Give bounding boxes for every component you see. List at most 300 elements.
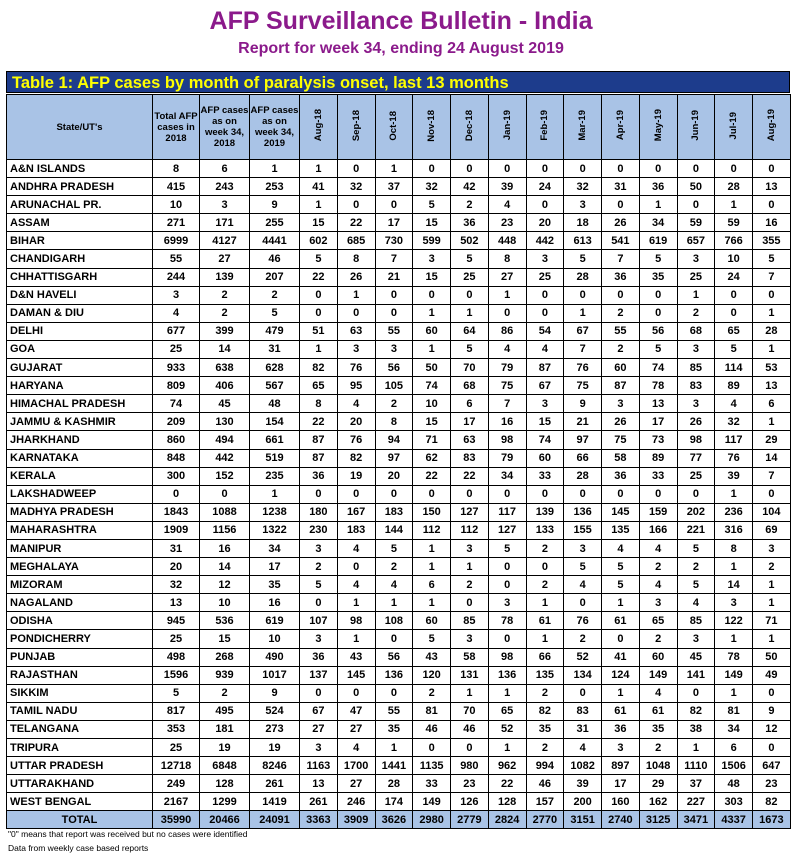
value-cell: 0 (375, 485, 413, 503)
value-cell: 5 (602, 576, 640, 594)
state-name-cell: PONDICHERRY (7, 630, 153, 648)
value-cell: 5 (639, 250, 677, 268)
value-cell: 200 (564, 793, 602, 811)
value-cell: 36 (300, 648, 338, 666)
column-header-month: Mar-19 (564, 95, 602, 160)
value-cell: 6 (200, 160, 250, 178)
value-cell: 69 (753, 521, 791, 539)
value-cell: 661 (250, 431, 300, 449)
value-cell: 5 (677, 576, 715, 594)
value-cell: 24 (715, 268, 753, 286)
value-cell: 0 (677, 684, 715, 702)
value-cell: 180 (300, 503, 338, 521)
value-cell: 519 (250, 449, 300, 467)
table-row (7, 413, 791, 431)
value-cell: 4 (337, 739, 375, 757)
value-cell: 56 (375, 359, 413, 377)
table-row (7, 232, 791, 250)
value-cell: 1 (375, 739, 413, 757)
value-cell: 4127 (200, 232, 250, 250)
value-cell: 3125 (639, 811, 677, 829)
value-cell: 22 (488, 775, 526, 793)
value-cell: 4 (639, 684, 677, 702)
value-cell: 766 (715, 232, 753, 250)
value-cell: 13 (639, 395, 677, 413)
value-cell: 32 (337, 178, 375, 196)
value-cell: 0 (451, 160, 489, 178)
value-cell: 0 (451, 485, 489, 503)
value-cell: 174 (375, 793, 413, 811)
value-cell: 15 (413, 214, 451, 232)
state-name-cell: HARYANA (7, 377, 153, 395)
value-cell: 0 (677, 160, 715, 178)
value-cell: 2824 (488, 811, 526, 829)
value-cell: 1909 (153, 521, 200, 539)
value-cell: 114 (715, 359, 753, 377)
value-cell: 14 (200, 558, 250, 576)
value-cell: 0 (753, 286, 791, 304)
table-header-row (7, 95, 791, 160)
value-cell: 150 (413, 503, 451, 521)
value-cell: 1 (300, 196, 338, 214)
value-cell: 1 (300, 160, 338, 178)
value-cell: 76 (564, 612, 602, 630)
value-cell: 95 (337, 377, 375, 395)
value-cell: 27 (300, 720, 338, 738)
value-cell: 85 (677, 359, 715, 377)
value-cell: 0 (337, 160, 375, 178)
value-cell: 82 (337, 449, 375, 467)
value-cell: 42 (451, 178, 489, 196)
table-row (7, 250, 791, 268)
value-cell: 36 (639, 178, 677, 196)
value-cell: 21 (375, 268, 413, 286)
value-cell: 0 (639, 485, 677, 503)
value-cell: 1419 (250, 793, 300, 811)
value-cell: 7 (602, 250, 640, 268)
value-cell: 5 (300, 250, 338, 268)
value-cell: 135 (602, 521, 640, 539)
value-cell: 1 (413, 594, 451, 612)
value-cell: 0 (337, 304, 375, 322)
column-header-month: Aug-18 (300, 95, 338, 160)
table-row (7, 485, 791, 503)
value-cell: 5 (451, 340, 489, 358)
table-row (7, 576, 791, 594)
value-cell: 13 (153, 594, 200, 612)
value-cell: 17 (639, 413, 677, 431)
value-cell: 2 (300, 558, 338, 576)
value-cell: 36 (300, 467, 338, 485)
value-cell: 48 (250, 395, 300, 413)
value-cell: 255 (250, 214, 300, 232)
value-cell: 0 (753, 160, 791, 178)
value-cell: 0 (451, 286, 489, 304)
value-cell: 1 (488, 684, 526, 702)
value-cell: 82 (300, 359, 338, 377)
value-cell: 945 (153, 612, 200, 630)
value-cell: 19 (337, 467, 375, 485)
table-row (7, 178, 791, 196)
value-cell: 399 (200, 322, 250, 340)
value-cell: 860 (153, 431, 200, 449)
value-cell: 1 (413, 539, 451, 557)
value-cell: 34 (488, 467, 526, 485)
value-cell: 70 (451, 359, 489, 377)
value-cell: 0 (375, 630, 413, 648)
value-cell: 35 (526, 720, 564, 738)
value-cell: 502 (451, 232, 489, 250)
state-name-cell: CHANDIGARH (7, 250, 153, 268)
value-cell: 243 (200, 178, 250, 196)
value-cell: 994 (526, 757, 564, 775)
value-cell: 3 (564, 196, 602, 214)
value-cell: 65 (715, 322, 753, 340)
table-row (7, 720, 791, 738)
column-header-month: May-19 (639, 95, 677, 160)
value-cell: 52 (488, 720, 526, 738)
value-cell: 5 (753, 250, 791, 268)
value-cell: 244 (153, 268, 200, 286)
state-name-cell: TELANGANA (7, 720, 153, 738)
value-cell: 4 (602, 539, 640, 557)
value-cell: 87 (300, 431, 338, 449)
table-row (7, 160, 791, 178)
value-cell: 26 (677, 413, 715, 431)
value-cell: 0 (337, 196, 375, 214)
value-cell: 4337 (715, 811, 753, 829)
value-cell: 112 (451, 521, 489, 539)
value-cell: 0 (300, 485, 338, 503)
value-cell: 1 (639, 196, 677, 214)
value-cell: 33 (526, 467, 564, 485)
value-cell: 4 (639, 539, 677, 557)
value-cell: 5 (488, 539, 526, 557)
table-row (7, 304, 791, 322)
column-header-week34-2018: AFP cases as on week 34, 2018 (200, 95, 250, 160)
value-cell: 139 (526, 503, 564, 521)
value-cell: 46 (526, 775, 564, 793)
column-header-total-2018: Total AFP cases in 2018 (153, 95, 200, 160)
value-cell: 124 (602, 666, 640, 684)
table-row (7, 793, 791, 811)
value-cell: 1 (337, 630, 375, 648)
state-name-cell: UTTARAKHAND (7, 775, 153, 793)
table-row (7, 757, 791, 775)
value-cell: 31 (602, 178, 640, 196)
table-row (7, 214, 791, 232)
value-cell: 0 (451, 594, 489, 612)
value-cell: 25 (677, 268, 715, 286)
column-header-month: Feb-19 (526, 95, 564, 160)
value-cell: 3 (602, 739, 640, 757)
value-cell: 268 (200, 648, 250, 666)
value-cell: 5 (250, 304, 300, 322)
table-title: Table 1: AFP cases by month of paralysis onset, last 13 months (6, 71, 790, 93)
value-cell: 1238 (250, 503, 300, 521)
value-cell: 85 (677, 612, 715, 630)
value-cell: 2 (200, 684, 250, 702)
value-cell: 619 (639, 232, 677, 250)
value-cell: 130 (200, 413, 250, 431)
value-cell: 0 (602, 160, 640, 178)
value-cell: 128 (200, 775, 250, 793)
value-cell: 1 (451, 684, 489, 702)
state-name-cell: CHHATTISGARH (7, 268, 153, 286)
value-cell: 70 (451, 702, 489, 720)
value-cell: 167 (337, 503, 375, 521)
state-name-cell: LAKSHADWEEP (7, 485, 153, 503)
value-cell: 83 (451, 449, 489, 467)
value-cell: 8246 (250, 757, 300, 775)
value-cell: 1 (413, 304, 451, 322)
value-cell: 27 (488, 268, 526, 286)
value-cell: 4 (153, 304, 200, 322)
value-cell: 1 (488, 286, 526, 304)
value-cell: 71 (753, 612, 791, 630)
value-cell: 2779 (451, 811, 489, 829)
value-cell: 12 (753, 720, 791, 738)
page-subtitle: Report for week 34, ending 24 August 2019 (238, 40, 564, 57)
value-cell: 1 (526, 630, 564, 648)
value-cell: 136 (564, 503, 602, 521)
value-cell: 144 (375, 521, 413, 539)
state-name-cell: ANDHRA PRADESH (7, 178, 153, 196)
value-cell: 15 (413, 268, 451, 286)
value-cell: 136 (488, 666, 526, 684)
value-cell: 536 (200, 612, 250, 630)
value-cell: 2 (526, 539, 564, 557)
state-name-cell: GOA (7, 340, 153, 358)
value-cell: 1843 (153, 503, 200, 521)
value-cell: 2 (451, 196, 489, 214)
value-cell: 25 (153, 630, 200, 648)
value-cell: 65 (488, 702, 526, 720)
value-cell: 3 (564, 539, 602, 557)
value-cell: 1 (677, 286, 715, 304)
value-cell: 3 (300, 630, 338, 648)
value-cell: 1 (250, 485, 300, 503)
state-name-cell: ODISHA (7, 612, 153, 630)
value-cell: 1299 (200, 793, 250, 811)
value-cell: 0 (602, 286, 640, 304)
value-cell: 87 (300, 449, 338, 467)
column-header-state: State/UT's (7, 95, 153, 160)
value-cell: 1 (715, 684, 753, 702)
value-cell: 75 (488, 377, 526, 395)
value-cell: 25 (153, 739, 200, 757)
value-cell: 567 (250, 377, 300, 395)
value-cell: 0 (564, 594, 602, 612)
value-cell: 0 (526, 304, 564, 322)
state-name-cell: ARUNACHAL PR. (7, 196, 153, 214)
value-cell: 29 (639, 775, 677, 793)
value-cell: 7 (753, 467, 791, 485)
value-cell: 0 (753, 684, 791, 702)
value-cell: 166 (639, 521, 677, 539)
state-name-cell: WEST BENGAL (7, 793, 153, 811)
value-cell: 98 (677, 431, 715, 449)
state-name-cell: NAGALAND (7, 594, 153, 612)
state-name-cell: SIKKIM (7, 684, 153, 702)
table-row (7, 467, 791, 485)
value-cell: 82 (677, 702, 715, 720)
value-cell: 61 (526, 612, 564, 630)
value-cell: 1088 (200, 503, 250, 521)
value-cell: 27 (337, 720, 375, 738)
value-cell: 76 (564, 359, 602, 377)
state-name-cell: PUNJAB (7, 648, 153, 666)
value-cell: 0 (488, 630, 526, 648)
value-cell: 67 (526, 377, 564, 395)
value-cell: 0 (564, 684, 602, 702)
value-cell: 2 (602, 304, 640, 322)
table-row (7, 739, 791, 757)
value-cell: 261 (250, 775, 300, 793)
value-cell: 97 (375, 449, 413, 467)
table-row (7, 775, 791, 793)
value-cell: 9 (250, 684, 300, 702)
state-name-cell: RAJASTHAN (7, 666, 153, 684)
value-cell: 5 (639, 340, 677, 358)
value-cell: 16 (200, 539, 250, 557)
value-cell: 14 (715, 576, 753, 594)
value-cell: 87 (526, 359, 564, 377)
table-row (7, 377, 791, 395)
value-cell: 4 (488, 340, 526, 358)
value-cell: 0 (337, 684, 375, 702)
value-cell: 7 (753, 268, 791, 286)
value-cell: 25 (153, 340, 200, 358)
value-cell: 0 (413, 160, 451, 178)
value-cell: 1048 (639, 757, 677, 775)
column-header-month: Nov-18 (413, 95, 451, 160)
value-cell: 34 (250, 539, 300, 557)
table-row (7, 322, 791, 340)
state-name-cell: KARNATAKA (7, 449, 153, 467)
value-cell: 2 (677, 304, 715, 322)
value-cell: 271 (153, 214, 200, 232)
value-cell: 5 (451, 250, 489, 268)
value-cell: 2 (375, 395, 413, 413)
value-cell: 58 (602, 449, 640, 467)
value-cell: 4441 (250, 232, 300, 250)
table-row (7, 539, 791, 557)
value-cell: 58 (451, 648, 489, 666)
table-row (7, 558, 791, 576)
value-cell: 8 (488, 250, 526, 268)
value-cell: 154 (250, 413, 300, 431)
value-cell: 1 (300, 340, 338, 358)
value-cell: 162 (639, 793, 677, 811)
value-cell: 5 (300, 576, 338, 594)
value-cell: 89 (639, 449, 677, 467)
value-cell: 0 (677, 485, 715, 503)
value-cell: 181 (200, 720, 250, 738)
value-cell: 171 (200, 214, 250, 232)
value-cell: 5 (564, 250, 602, 268)
value-cell: 145 (337, 666, 375, 684)
value-cell: 82 (753, 793, 791, 811)
table-row (7, 630, 791, 648)
value-cell: 442 (200, 449, 250, 467)
value-cell: 246 (337, 793, 375, 811)
value-cell: 60 (602, 359, 640, 377)
value-cell: 137 (300, 666, 338, 684)
table-row (7, 359, 791, 377)
value-cell: 17 (375, 214, 413, 232)
value-cell: 36 (451, 214, 489, 232)
value-cell: 117 (488, 503, 526, 521)
value-cell: 3363 (300, 811, 338, 829)
value-cell: 20 (337, 413, 375, 431)
value-cell: 39 (564, 775, 602, 793)
value-cell: 23 (488, 214, 526, 232)
value-cell: 77 (677, 449, 715, 467)
value-cell: 73 (639, 431, 677, 449)
value-cell: 15 (300, 214, 338, 232)
value-cell: 0 (413, 485, 451, 503)
value-cell: 2 (639, 630, 677, 648)
value-cell: 6 (413, 576, 451, 594)
value-cell: 0 (753, 196, 791, 214)
value-cell: 28 (753, 322, 791, 340)
value-cell: 2980 (413, 811, 451, 829)
value-cell: 0 (564, 286, 602, 304)
value-cell: 0 (200, 485, 250, 503)
state-name-cell: DAMAN & DIU (7, 304, 153, 322)
value-cell: 980 (451, 757, 489, 775)
state-name-cell: MAHARASHTRA (7, 521, 153, 539)
value-cell: 3471 (677, 811, 715, 829)
value-cell: 9 (250, 196, 300, 214)
value-cell: 61 (602, 612, 640, 630)
value-cell: 730 (375, 232, 413, 250)
value-cell: 3151 (564, 811, 602, 829)
value-cell: 25 (526, 268, 564, 286)
value-cell: 2 (639, 558, 677, 576)
value-cell: 12 (200, 576, 250, 594)
value-cell: 98 (337, 612, 375, 630)
value-cell: 53 (753, 359, 791, 377)
value-cell: 9 (564, 395, 602, 413)
state-name-cell: D&N HAVELI (7, 286, 153, 304)
value-cell: 7 (375, 250, 413, 268)
value-cell: 98 (488, 648, 526, 666)
value-cell: 28 (564, 467, 602, 485)
value-cell: 4 (526, 340, 564, 358)
value-cell: 0 (526, 286, 564, 304)
value-cell: 2 (564, 630, 602, 648)
value-cell: 4 (337, 576, 375, 594)
value-cell: 79 (488, 449, 526, 467)
value-cell: 1 (337, 286, 375, 304)
value-cell: 2 (526, 684, 564, 702)
value-cell: 221 (677, 521, 715, 539)
value-cell: 81 (715, 702, 753, 720)
value-cell: 13 (753, 377, 791, 395)
value-cell: 249 (153, 775, 200, 793)
value-cell: 1082 (564, 757, 602, 775)
value-cell: 4 (564, 576, 602, 594)
value-cell: 183 (375, 503, 413, 521)
value-cell: 20466 (200, 811, 250, 829)
value-cell: 16 (488, 413, 526, 431)
value-cell: 15 (526, 413, 564, 431)
value-cell: 82 (526, 702, 564, 720)
value-cell: 495 (200, 702, 250, 720)
value-cell: 1 (602, 594, 640, 612)
